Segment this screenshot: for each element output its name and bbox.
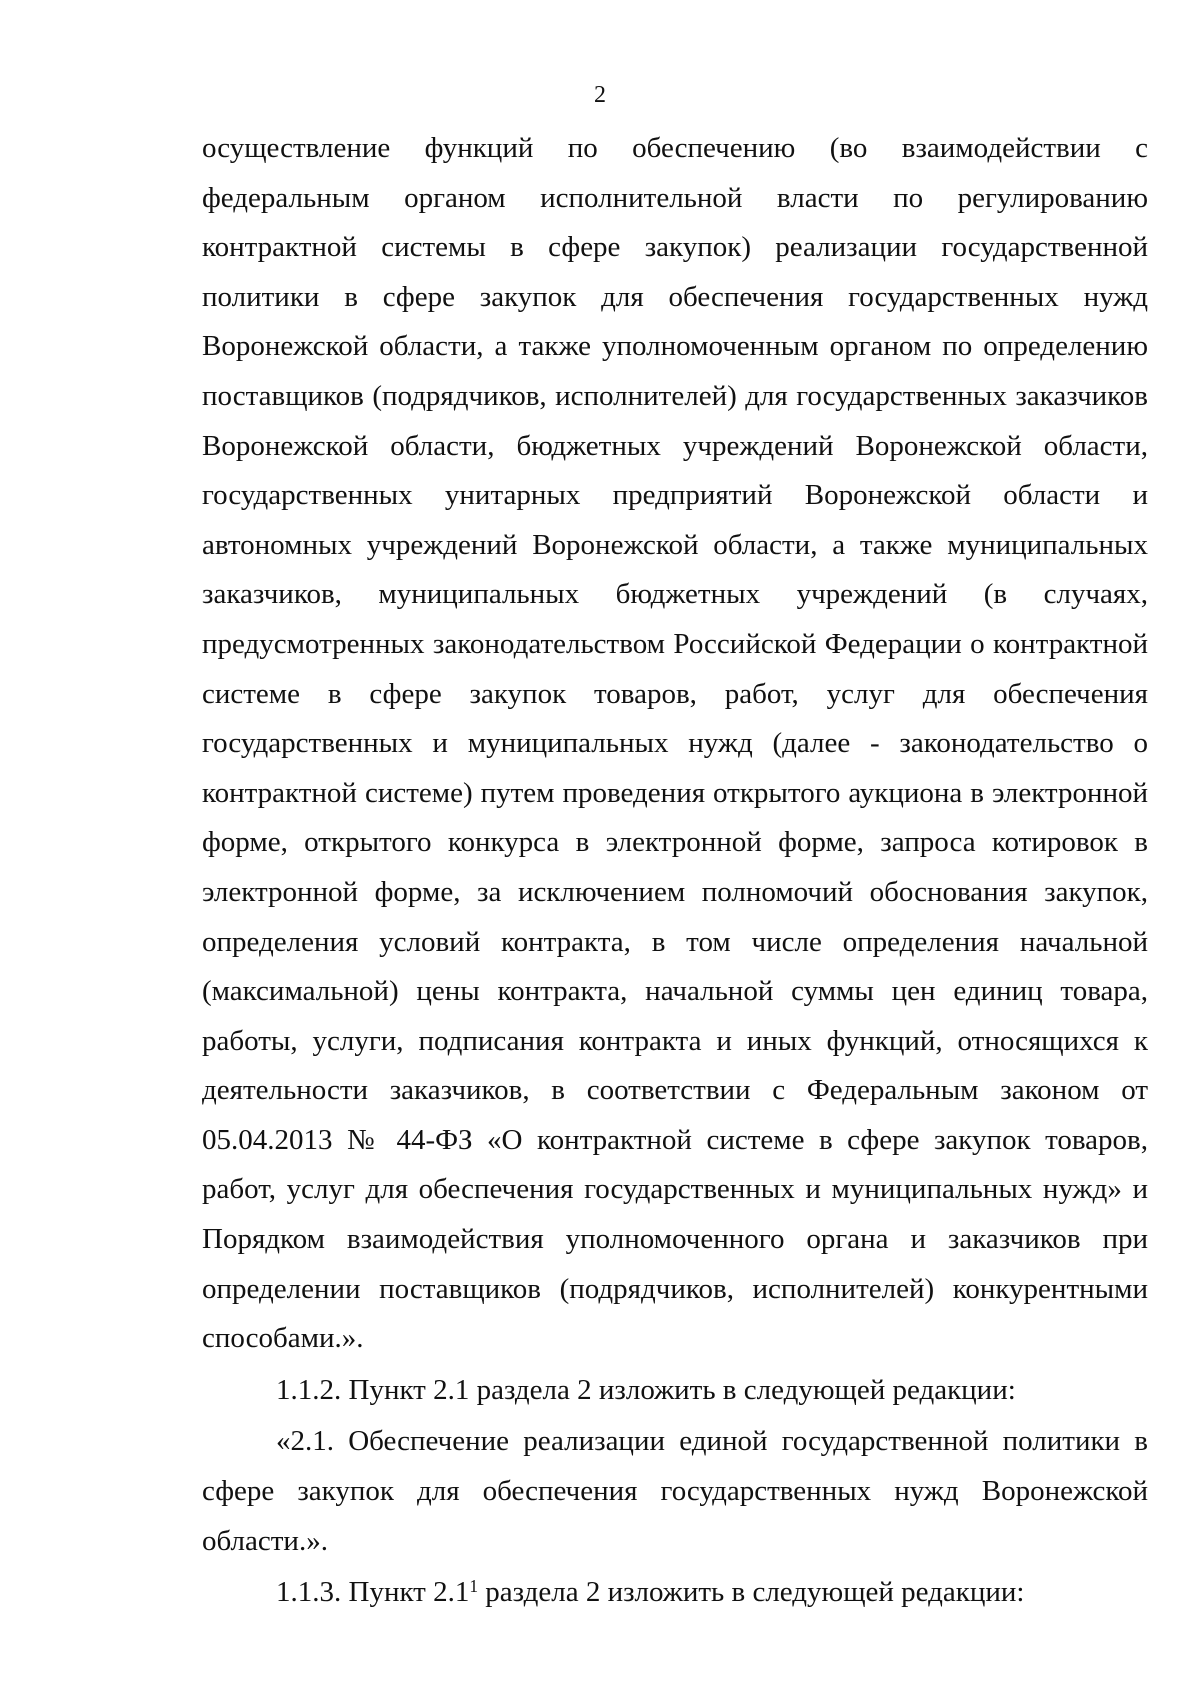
paragraph-item-1-1-2: 1.1.2. Пункт 2.1 раздела 2 изложить в следующей редакции: bbox=[276, 1373, 1016, 1406]
paragraph-functions: осуществление функций по обеспечению (во взаимодействии с федеральным органом исполнительной власти по регулированию контрактной системы в сфере закупок) реализации государственной политики в сфере закупок для обеспечения государственных нужд Воронежской области, а также уполномоченным органом по определению поставщиков (подрядчиков, исполнителей) для государственных заказчиков Воронежской области, бюджетных учреждений Воронежской области, государственных унитарных предприятий Воронежской области и автономных учреждений Воронежской области, а также муниципальных заказчиков, муниципальных бюджетных учреждений (в случаях, предусмотренных законодательством Российской Федерации о контрактной системе в сфере закупок товаров, работ, услуг для обеспечения государственных и муниципальных нужд (далее - законодательство о контрактной системе) путем проведения открытого аукциона в электронной форме, открытого конкурса в электронной форме, запроса котировок в электронной форме, за исключением полномочий обоснования закупок, определения условий контракта, в том числе определения начальной (максимальной) цены контракта, начальной суммы цен единиц товара, работы, услуги, подписания контракта и иных функций, относящихся к деятельности заказчиков, в соответствии с Федеральным законом от 05.04.2013 № 44-ФЗ «О контрактной системе в сфере закупок товаров, работ, услуг для обеспечения государственных и муниципальных нужд» и Порядком взаимодействия уполномоченного органа и заказчиков при определении поставщиков (подрядчиков, исполнителей) конкурентными способами.». bbox=[202, 132, 1148, 1355]
paragraph-clause-2-1: «2.1. Обеспечение реализации единой государственной политики в сфере закупок для обеспечения государственных нужд Воронежской области.». bbox=[202, 1425, 1148, 1557]
paragraph-item-1-1-3 bbox=[202, 1568, 1148, 1618]
item-1-1-3-lead: 1.1.3. Пункт 2.1 bbox=[276, 1576, 470, 1609]
document-body bbox=[202, 124, 1148, 1618]
page-number: 2 bbox=[594, 82, 606, 108]
item-1-1-3-tail: раздела 2 изложить в следующей редакции: bbox=[478, 1576, 1025, 1609]
superscript-index: 1 bbox=[469, 1575, 479, 1596]
